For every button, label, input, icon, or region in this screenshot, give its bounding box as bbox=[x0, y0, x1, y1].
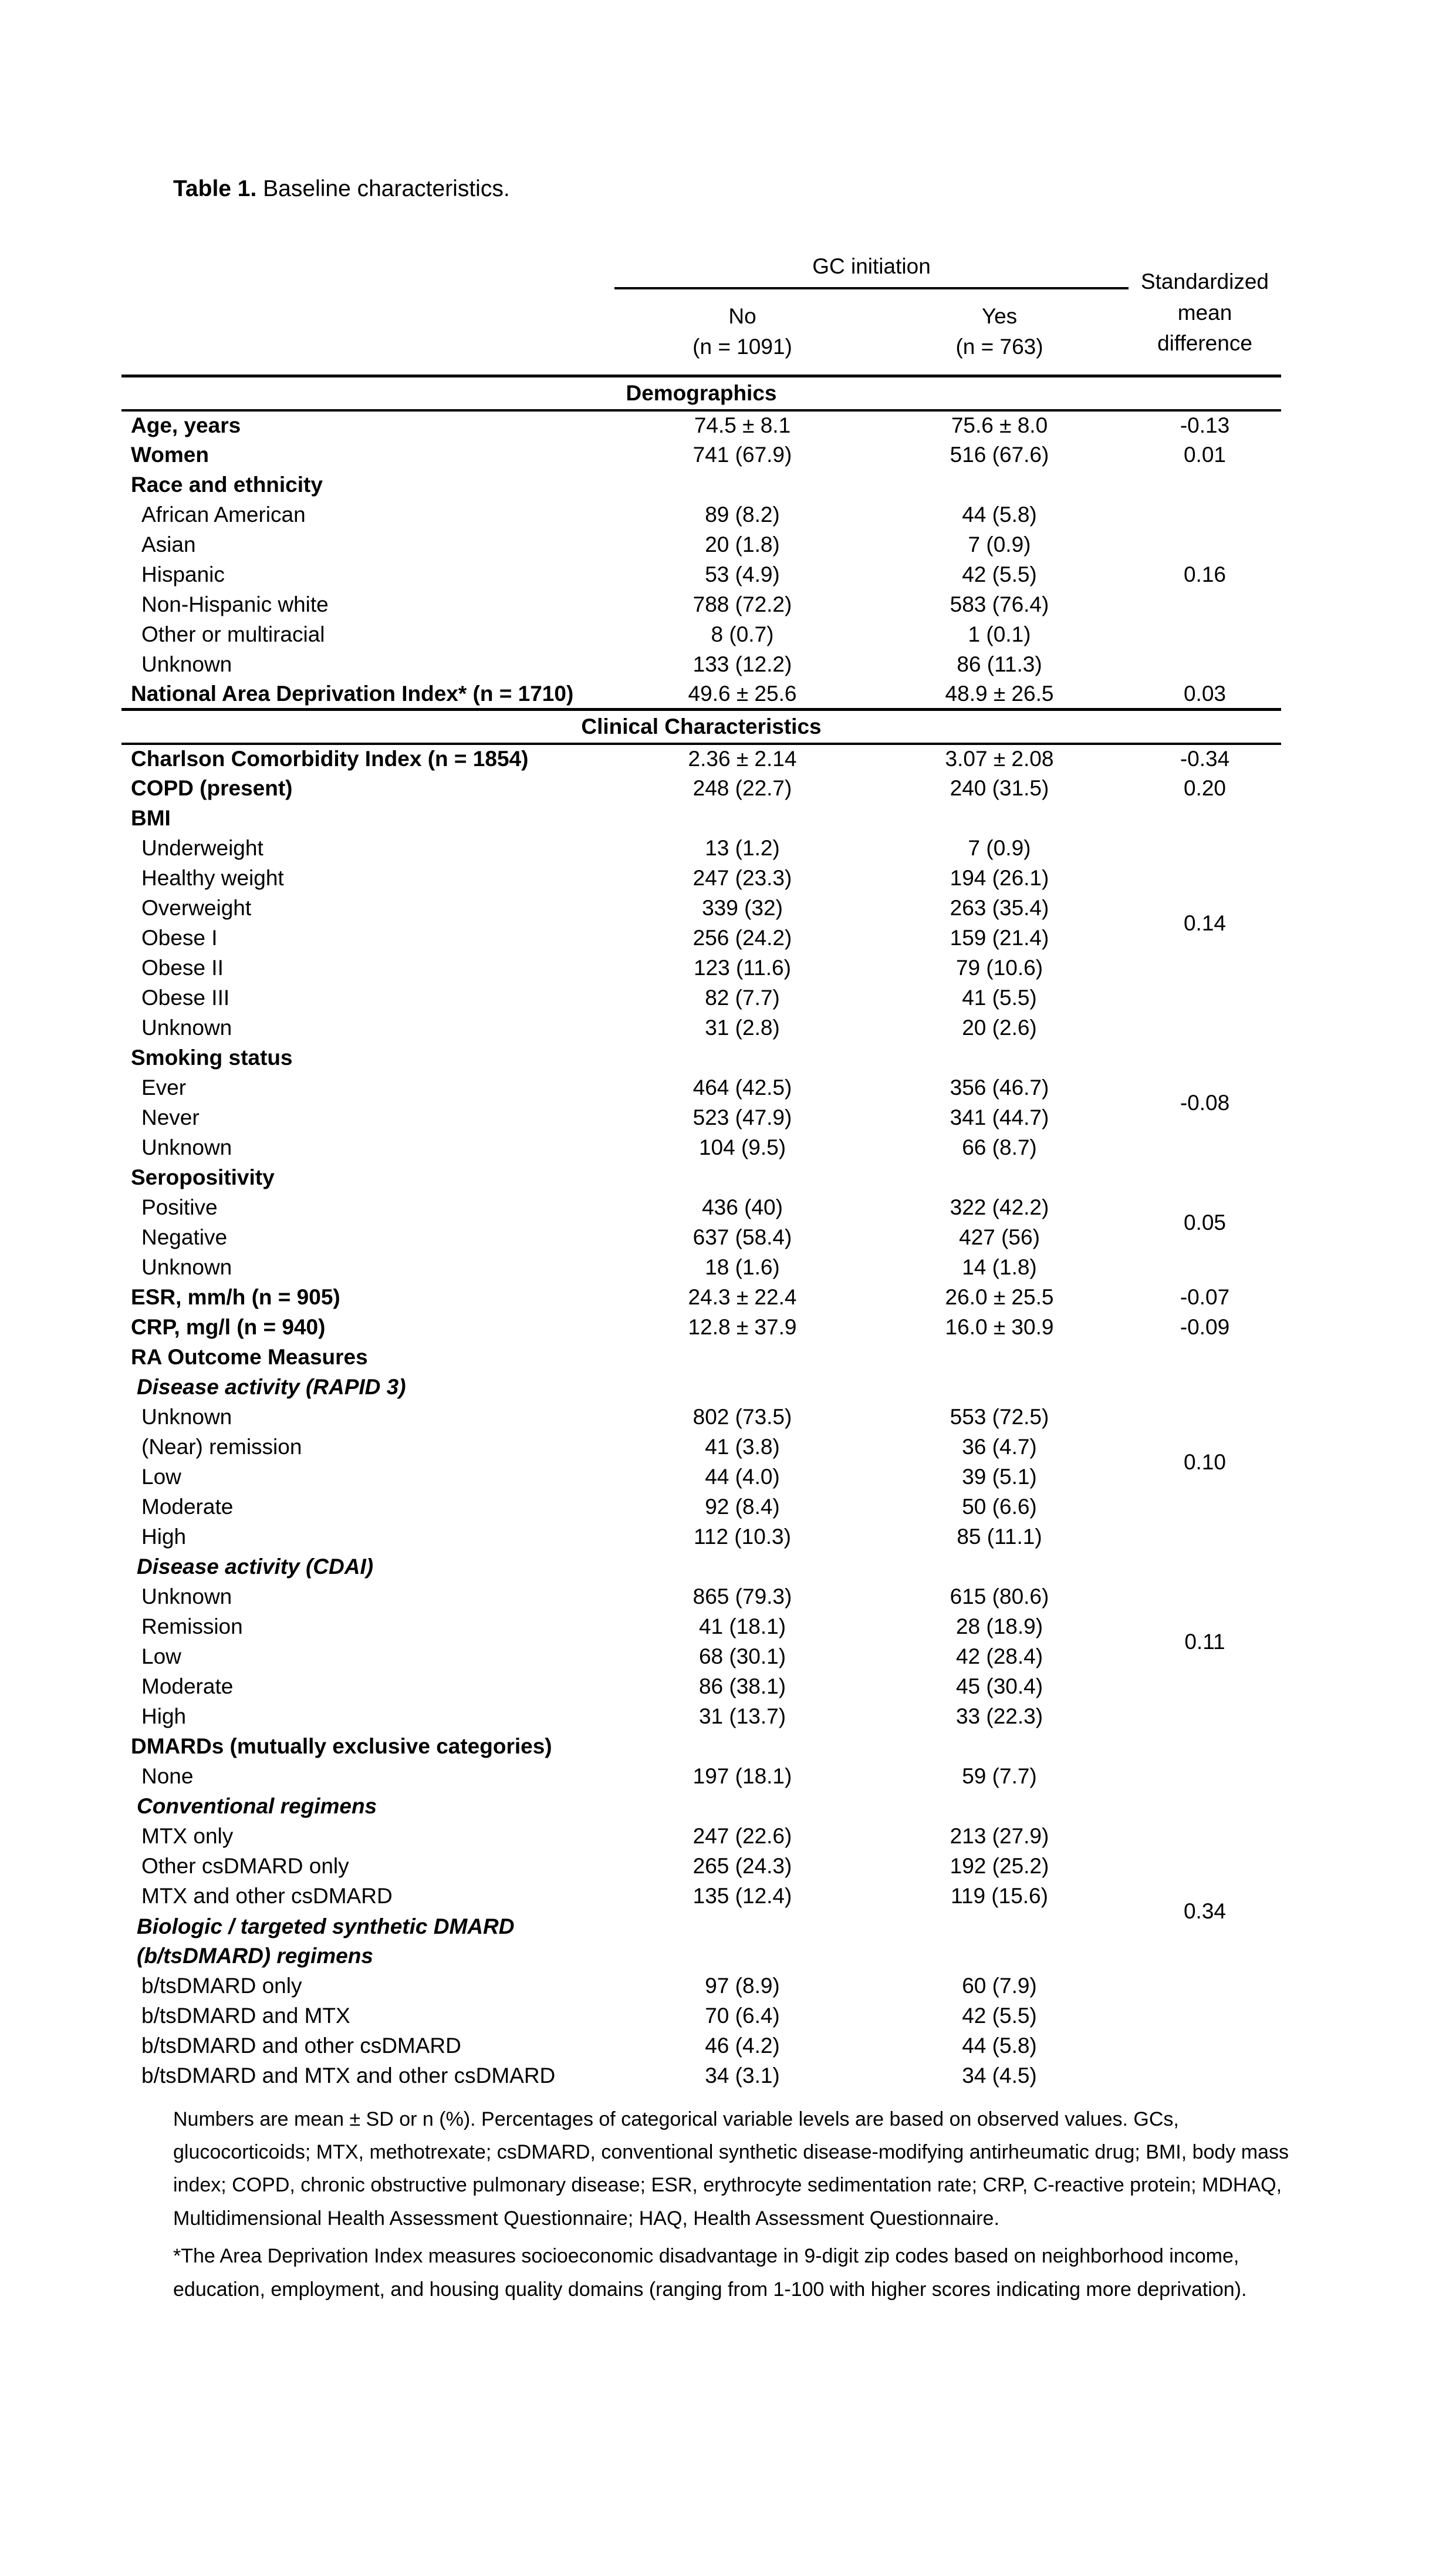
smd-value-group: 0.11 bbox=[1184, 1629, 1225, 1654]
yes-value: 34 (4.5) bbox=[962, 2063, 1037, 2088]
table-row bbox=[121, 440, 1281, 470]
smd-value: 0.20 bbox=[1183, 776, 1226, 801]
no-value: 97 (8.9) bbox=[705, 1974, 780, 1998]
table-row bbox=[121, 1133, 1281, 1163]
smd-value: -0.34 bbox=[1180, 747, 1230, 771]
yes-value: 66 (8.7) bbox=[962, 1135, 1037, 1160]
row-label: Non-Hispanic white bbox=[141, 592, 329, 617]
yes-value: 263 (35.4) bbox=[950, 896, 1049, 920]
no-value: 74.5 ± 8.1 bbox=[694, 413, 791, 438]
yes-value: 3.07 ± 2.08 bbox=[945, 747, 1054, 771]
row-label: b/tsDMARD only bbox=[141, 1974, 302, 1998]
section-row-demographics bbox=[121, 376, 1281, 410]
yes-value: 7 (0.9) bbox=[968, 532, 1031, 557]
row-label: Hispanic bbox=[141, 562, 225, 587]
yes-value: 75.6 ± 8.0 bbox=[951, 413, 1048, 438]
row-label: Age, years bbox=[131, 413, 241, 438]
row-label: Moderate bbox=[141, 1674, 234, 1699]
table-row bbox=[121, 1852, 1281, 1881]
yes-value bbox=[870, 470, 1129, 500]
yes-value bbox=[870, 1043, 1129, 1073]
table-row bbox=[121, 1762, 1281, 1792]
yes-value: 42 (28.4) bbox=[955, 1644, 1043, 1669]
row-label: Remission bbox=[141, 1614, 243, 1639]
no-value: 339 (32) bbox=[702, 896, 783, 920]
yes-value bbox=[870, 1552, 1129, 1582]
no-value: 247 (22.6) bbox=[692, 1824, 792, 1849]
row-label: Unknown bbox=[141, 1255, 232, 1280]
yes-value: 427 (56) bbox=[959, 1225, 1040, 1250]
yes-value: 20 (2.6) bbox=[962, 1016, 1037, 1040]
table-row bbox=[121, 530, 1281, 560]
footnote-general: Numbers are mean ± SD or n (%). Percentages of categorical variable levels are based on observed values. GCs, glucocorticoids; MTX, methotrexate; csDMARD, conventional synthetic disease-modifying antirheumatic drug; BMI, body mass index; COPD, chronic obstructive pulmonary disease; ESR, erythrocyte sedimentation rate; CRP, C-reactive protein; MDHAQ, Multidimensional Health Assessment Questionnaire; HAQ, Health Assessment Questionnaire. bbox=[173, 2108, 1289, 2230]
table-row bbox=[121, 1672, 1281, 1702]
no-value: 2.36 ± 2.14 bbox=[688, 747, 797, 771]
yes-value: 44 (5.8) bbox=[962, 503, 1037, 527]
row-label: CRP, mg/l (n = 940) bbox=[131, 1315, 326, 1340]
yes-value: 48.9 ± 26.5 bbox=[945, 681, 1054, 706]
no-value: 68 (30.1) bbox=[698, 1644, 786, 1669]
yes-value: 79 (10.6) bbox=[955, 956, 1043, 980]
section-label: Clinical Characteristics bbox=[121, 710, 1281, 744]
yes-column-label: Yes bbox=[981, 304, 1018, 328]
yes-value: 42 (5.5) bbox=[962, 562, 1037, 587]
row-label: DMARDs (mutually exclusive categories) bbox=[131, 1734, 552, 1759]
row-label: Disease activity (RAPID 3) bbox=[137, 1375, 406, 1400]
table-row bbox=[121, 1103, 1281, 1133]
no-value: 53 (4.9) bbox=[705, 562, 780, 587]
yes-value: 16.0 ± 30.9 bbox=[945, 1315, 1054, 1340]
table-caption: Baseline characteristics. bbox=[263, 176, 510, 201]
no-value: 82 (7.7) bbox=[705, 986, 780, 1010]
row-label: MTX only bbox=[141, 1824, 234, 1849]
no-value: 20 (1.8) bbox=[705, 532, 780, 557]
table-row bbox=[121, 744, 1281, 774]
row-label: African American bbox=[141, 503, 306, 527]
row-label: Healthy weight bbox=[141, 866, 284, 891]
no-value bbox=[614, 470, 870, 500]
empty-label-header bbox=[121, 251, 614, 376]
yes-value bbox=[870, 1732, 1129, 1762]
yes-value: 39 (5.1) bbox=[962, 1465, 1037, 1489]
row-label: National Area Deprivation Index* (n = 1710) bbox=[131, 681, 574, 706]
row-label: Other csDMARD only bbox=[141, 1854, 349, 1879]
yes-value: 615 (80.6) bbox=[950, 1584, 1049, 1609]
row-label: Conventional regimens bbox=[137, 1794, 377, 1819]
table-row bbox=[121, 1283, 1281, 1313]
no-value: 464 (42.5) bbox=[692, 1075, 792, 1100]
row-label: COPD (present) bbox=[131, 776, 293, 801]
table-row bbox=[121, 590, 1281, 620]
table-row bbox=[121, 1343, 1281, 1373]
row-label: High bbox=[141, 1525, 187, 1549]
smd-value-group: 0.16 bbox=[1183, 562, 1226, 587]
table-row bbox=[121, 1822, 1281, 1852]
table-row bbox=[121, 953, 1281, 983]
row-label: Overweight bbox=[141, 896, 252, 920]
smd-value: -0.07 bbox=[1180, 1285, 1230, 1310]
no-value: 436 (40) bbox=[702, 1195, 783, 1220]
table-row bbox=[121, 2001, 1281, 2031]
row-label: Negative bbox=[141, 1225, 228, 1250]
no-value: 741 (67.9) bbox=[692, 443, 792, 467]
table-row bbox=[121, 2061, 1281, 2091]
row-label: RA Outcome Measures bbox=[131, 1345, 368, 1370]
table-row bbox=[121, 1402, 1281, 1432]
yes-value: 86 (11.3) bbox=[957, 652, 1042, 677]
table-row bbox=[121, 864, 1281, 893]
row-label: Underweight bbox=[141, 836, 264, 861]
table-row bbox=[121, 1223, 1281, 1253]
no-value: 89 (8.2) bbox=[705, 503, 780, 527]
table-footnotes bbox=[173, 2103, 1292, 2307]
table-header bbox=[121, 251, 1281, 376]
no-value bbox=[614, 1552, 870, 1582]
no-value: 256 (24.2) bbox=[692, 926, 792, 950]
group-header-row bbox=[121, 251, 1281, 288]
yes-value: 44 (5.8) bbox=[962, 2034, 1037, 2058]
table-row bbox=[121, 774, 1281, 804]
row-label: Unknown bbox=[141, 1405, 232, 1429]
yes-value: 240 (31.5) bbox=[950, 776, 1049, 801]
yes-value bbox=[870, 1343, 1129, 1373]
yes-value: 356 (46.7) bbox=[950, 1075, 1049, 1100]
no-value: 31 (13.7) bbox=[698, 1704, 786, 1729]
no-value bbox=[614, 1911, 870, 1971]
table-row bbox=[121, 410, 1281, 440]
no-value: 86 (38.1) bbox=[698, 1674, 786, 1699]
yes-value: 59 (7.7) bbox=[962, 1764, 1037, 1789]
smd-column-header: Standardized mean difference bbox=[1140, 269, 1269, 356]
no-value bbox=[614, 804, 870, 834]
yes-value: 194 (26.1) bbox=[950, 866, 1049, 891]
gc-initiation-header: GC initiation bbox=[614, 251, 1129, 288]
row-label: Never bbox=[141, 1105, 200, 1130]
table-row bbox=[121, 1702, 1281, 1732]
row-label: ESR, mm/h (n = 905) bbox=[131, 1285, 340, 1310]
row-label: Disease activity (CDAI) bbox=[137, 1555, 374, 1579]
row-label: Low bbox=[141, 1644, 181, 1669]
no-column-label: No bbox=[728, 304, 756, 328]
row-label: Obese III bbox=[141, 986, 230, 1010]
yes-value: 26.0 ± 25.5 bbox=[945, 1285, 1054, 1310]
no-value: 46 (4.2) bbox=[705, 2034, 780, 2058]
no-value: 865 (79.3) bbox=[692, 1584, 792, 1609]
table-row bbox=[121, 1522, 1281, 1552]
row-label: Unknown bbox=[141, 1016, 232, 1040]
row-label: b/tsDMARD and other csDMARD bbox=[141, 2034, 461, 2058]
yes-value: 1 (0.1) bbox=[968, 622, 1031, 647]
row-label: Other or multiracial bbox=[141, 622, 325, 647]
row-label: Biologic / targeted synthetic DMARD (b/tsDMARD) regimens bbox=[137, 1914, 515, 1968]
yes-value: 192 (25.2) bbox=[950, 1854, 1049, 1879]
table-row bbox=[121, 1013, 1281, 1043]
yes-value: 45 (30.4) bbox=[955, 1674, 1043, 1699]
table-1-content bbox=[121, 176, 1289, 2306]
yes-value bbox=[870, 1792, 1129, 1822]
row-label: Low bbox=[141, 1465, 181, 1489]
table-row bbox=[121, 1612, 1281, 1642]
table-row bbox=[121, 2031, 1281, 2061]
table-row bbox=[121, 1582, 1281, 1612]
yes-value: 119 (15.6) bbox=[951, 1884, 1048, 1909]
table-row bbox=[121, 1253, 1281, 1283]
table-row bbox=[121, 1462, 1281, 1492]
table-row bbox=[121, 804, 1281, 834]
no-value bbox=[614, 1732, 870, 1762]
no-value: 41 (3.8) bbox=[705, 1435, 780, 1459]
yes-value: 50 (6.6) bbox=[962, 1495, 1037, 1519]
yes-value bbox=[870, 1373, 1129, 1402]
yes-column-header bbox=[870, 288, 1129, 376]
yes-value bbox=[870, 804, 1129, 834]
table-row bbox=[121, 1373, 1281, 1402]
table-row bbox=[121, 1313, 1281, 1343]
no-value: 135 (12.4) bbox=[692, 1884, 792, 1909]
yes-value: 583 (76.4) bbox=[950, 592, 1049, 617]
table-title bbox=[173, 176, 1281, 202]
yes-value: 213 (27.9) bbox=[950, 1824, 1049, 1849]
no-value: 802 (73.5) bbox=[692, 1405, 792, 1429]
no-value: 104 (9.5) bbox=[698, 1135, 786, 1160]
yes-value: 36 (4.7) bbox=[962, 1435, 1037, 1459]
yes-value: 33 (22.3) bbox=[955, 1704, 1043, 1729]
table-row bbox=[121, 500, 1281, 530]
yes-value: 516 (67.6) bbox=[950, 443, 1049, 467]
table-row bbox=[121, 1881, 1281, 1911]
table-row bbox=[121, 1073, 1281, 1103]
row-label: Unknown bbox=[141, 1135, 232, 1160]
no-value: 248 (22.7) bbox=[692, 776, 792, 801]
smd-value bbox=[1129, 1343, 1281, 1373]
yes-value: 7 (0.9) bbox=[968, 836, 1031, 861]
row-label: Obese II bbox=[141, 956, 224, 980]
table-row bbox=[121, 1552, 1281, 1582]
table-row bbox=[121, 650, 1281, 680]
row-label: b/tsDMARD and MTX and other csDMARD bbox=[141, 2063, 556, 2088]
no-value: 18 (1.6) bbox=[705, 1255, 780, 1280]
yes-value: 28 (18.9) bbox=[955, 1614, 1043, 1639]
no-value: 31 (2.8) bbox=[705, 1016, 780, 1040]
row-label: b/tsDMARD and MTX bbox=[141, 2004, 350, 2028]
no-value: 34 (3.1) bbox=[705, 2063, 780, 2088]
yes-value: 60 (7.9) bbox=[962, 1974, 1037, 1998]
row-label: Unknown bbox=[141, 652, 232, 677]
row-label: High bbox=[141, 1704, 187, 1729]
no-value: 24.3 ± 22.4 bbox=[688, 1285, 797, 1310]
footnote-asterisk: *The Area Deprivation Index measures socioeconomic disadvantage in 9-digit zip codes based on neighborhood income, education, employment, and housing quality domains (ranging from 1-100 with higher scores indicating more deprivation). bbox=[173, 2245, 1247, 2301]
no-value: 523 (47.9) bbox=[692, 1105, 792, 1130]
no-value: 133 (12.2) bbox=[692, 652, 792, 677]
row-label: Unknown bbox=[141, 1584, 232, 1609]
no-value: 13 (1.2) bbox=[705, 836, 780, 861]
table-row bbox=[121, 1163, 1281, 1193]
table-row bbox=[121, 1043, 1281, 1073]
yes-value: 42 (5.5) bbox=[962, 2004, 1037, 2028]
row-label: Positive bbox=[141, 1195, 218, 1220]
no-value: 197 (18.1) bbox=[692, 1764, 792, 1789]
table-row bbox=[121, 1432, 1281, 1462]
no-value: 788 (72.2) bbox=[692, 592, 792, 617]
no-value: 41 (18.1) bbox=[698, 1614, 786, 1639]
yes-value: 41 (5.5) bbox=[962, 986, 1037, 1010]
smd-value-group: 0.05 bbox=[1183, 1210, 1226, 1235]
table-row bbox=[121, 1792, 1281, 1822]
row-label: Ever bbox=[141, 1075, 187, 1100]
no-value bbox=[614, 1792, 870, 1822]
yes-value: 553 (72.5) bbox=[950, 1405, 1049, 1429]
smd-value-group: 0.10 bbox=[1183, 1449, 1226, 1474]
no-value: 92 (8.4) bbox=[705, 1495, 780, 1519]
row-label: BMI bbox=[131, 806, 171, 831]
smd-value-group: 0.14 bbox=[1183, 911, 1226, 935]
no-value: 112 (10.3) bbox=[694, 1525, 791, 1549]
table-row bbox=[121, 983, 1281, 1013]
smd-value: -0.13 bbox=[1180, 413, 1230, 438]
row-label: Obese I bbox=[141, 926, 218, 950]
yes-value: 159 (21.4) bbox=[950, 926, 1049, 950]
table-row bbox=[121, 470, 1281, 500]
yes-value: 341 (44.7) bbox=[950, 1105, 1049, 1130]
no-value: 247 (23.3) bbox=[692, 866, 792, 891]
yes-value bbox=[870, 1911, 1129, 1971]
row-label: Asian bbox=[141, 532, 196, 557]
row-label: Moderate bbox=[141, 1495, 234, 1519]
table-row bbox=[121, 560, 1281, 590]
table-row bbox=[121, 1732, 1281, 1762]
row-label: Seropositivity bbox=[131, 1165, 275, 1190]
yes-value: 14 (1.8) bbox=[962, 1255, 1037, 1280]
row-label: MTX and other csDMARD bbox=[141, 1884, 393, 1909]
no-value: 637 (58.4) bbox=[692, 1225, 792, 1250]
section-label: Demographics bbox=[121, 376, 1281, 410]
row-label: Women bbox=[131, 443, 209, 467]
no-value: 44 (4.0) bbox=[705, 1465, 780, 1489]
no-value bbox=[614, 1043, 870, 1073]
no-value: 49.6 ± 25.6 bbox=[688, 681, 797, 706]
table-row bbox=[121, 1193, 1281, 1223]
table-row bbox=[121, 1642, 1281, 1672]
no-value bbox=[614, 1373, 870, 1402]
no-value: 12.8 ± 37.9 bbox=[688, 1315, 797, 1340]
smd-value: 0.03 bbox=[1183, 681, 1226, 706]
baseline-characteristics-table bbox=[121, 251, 1281, 2091]
yes-value: 85 (11.1) bbox=[957, 1525, 1042, 1549]
no-value: 265 (24.3) bbox=[692, 1854, 792, 1879]
table-row bbox=[121, 1911, 1281, 1971]
smd-value-group: 0.34 bbox=[1183, 1899, 1226, 1923]
yes-value: 322 (42.2) bbox=[950, 1195, 1049, 1220]
no-value bbox=[614, 1163, 870, 1193]
no-value: 70 (6.4) bbox=[705, 2004, 780, 2028]
smd-value-group: -0.08 bbox=[1180, 1090, 1230, 1115]
table-row bbox=[121, 1971, 1281, 2001]
row-label: Race and ethnicity bbox=[131, 473, 323, 497]
section-row-clinical bbox=[121, 710, 1281, 744]
no-column-header bbox=[614, 288, 870, 376]
table-row bbox=[121, 834, 1281, 864]
no-value: 123 (11.6) bbox=[694, 956, 791, 980]
table-row bbox=[121, 923, 1281, 953]
table-row bbox=[121, 893, 1281, 923]
yes-value bbox=[870, 1163, 1129, 1193]
row-label: Smoking status bbox=[131, 1046, 293, 1070]
no-column-n: (n = 1091) bbox=[692, 335, 792, 359]
no-value: 8 (0.7) bbox=[711, 622, 774, 647]
table-row bbox=[121, 680, 1281, 710]
table-row bbox=[121, 620, 1281, 650]
smd-value: -0.09 bbox=[1180, 1315, 1230, 1340]
table-number: Table 1. bbox=[173, 176, 257, 201]
smd-value: 0.01 bbox=[1183, 443, 1226, 467]
row-label: (Near) remission bbox=[141, 1435, 302, 1459]
row-label: Charlson Comorbidity Index (n = 1854) bbox=[131, 747, 529, 771]
row-label: None bbox=[141, 1764, 194, 1789]
yes-column-n: (n = 763) bbox=[955, 335, 1043, 359]
no-value bbox=[614, 1343, 870, 1373]
table-row bbox=[121, 1492, 1281, 1522]
